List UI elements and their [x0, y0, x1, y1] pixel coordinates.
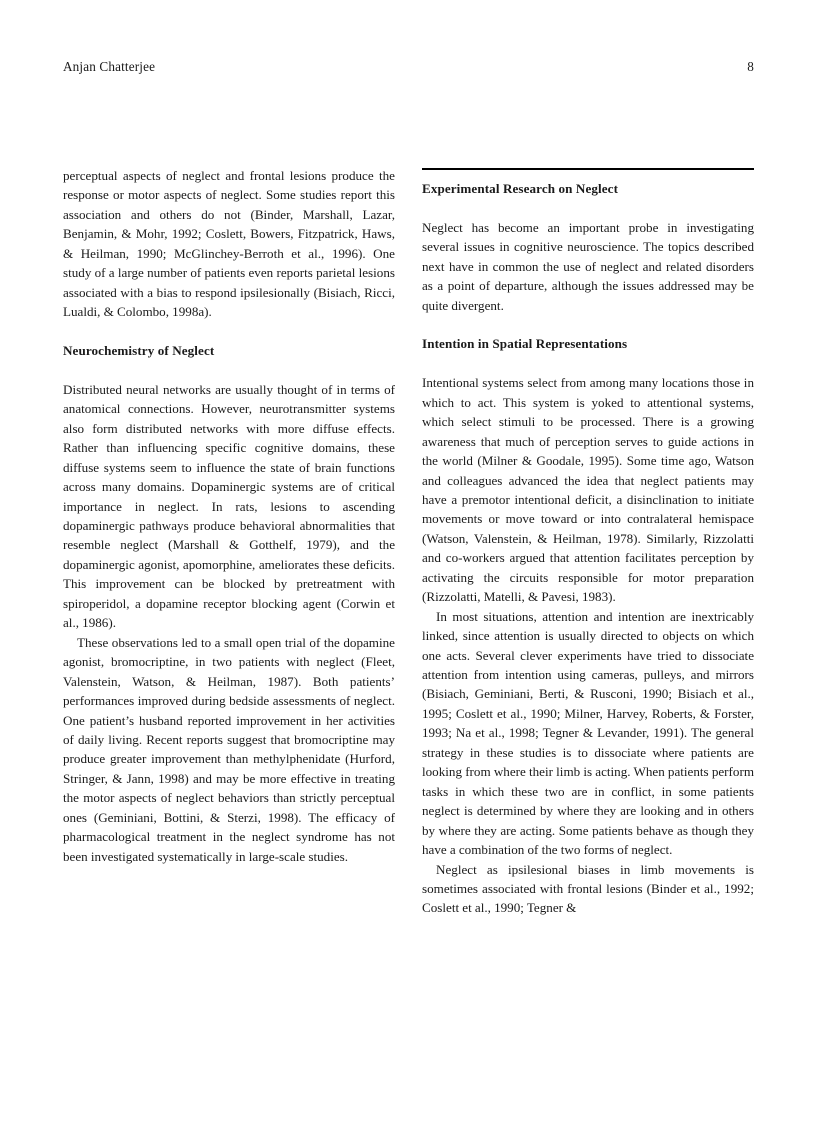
heading-neurochemistry-of-neglect: Neurochemistry of Neglect — [63, 343, 215, 359]
paragraph-these-observations: These observations led to a small open trial of the dopamine agonist, bromocriptine, in two patients with neglect (Fleet, Valenstein, Watson, & Heilman, 1987). Both patients’ performances improved during bedside assessments of neglect. One patient’s husband reported improvement in her activities of daily living. Recent reports suggest that bromocriptine may produce greater improvement than methylphenidate (Hurford, Stringer, & Jann, 1998) and may be more effective in treating the motor aspects of neglect behaviors than strictly perceptual ones (Geminiani, Bottini, & Sterzi, 1998). The efficacy of pharmacological treatment in the neglect syndrome has not been investigated systematically in large-scale studies. — [63, 634, 395, 864]
spacer — [63, 360, 395, 379]
heading-intention-in-spatial-representations: Intention in Spatial Representations — [422, 336, 628, 352]
spacer — [422, 198, 754, 217]
right-column — [422, 166, 754, 1066]
paragraph-intentional-systems: Intentional systems select from among many locations those in which to act. This system is yoked to attentional systems, which select stimuli to be processed. There is a growing awareness that much of perception serves to guide actions in the world (Milner & Goodale, 1995). Some time ago, Watson and colleagues advanced the idea that neglect patients may have a premotor intentional deficit, a disinclination to initiate movements or move toward or into contralateral hemispace (Watson, Valenstein, & Heilman, 1978). Similarly, Rizzolatti and co-workers argued that attention facilitates perception by activating the circuits responsible for motor preparation (Rizzolatti, Matelli, & Pavesi, 1983). — [422, 375, 754, 605]
paragraph-in-most-situations: In most situations, attention and intention are inextricably linked, since attention is usually directed to objects on which one acts. Several clever experiments have tried to dissociate attention from intention using cameras, pulleys, and mirrors (Bisiach, Geminiani, Berti, & Rusconi, 1990; Bisiach et al., 1995; Coslett et al., 1990; Milner, Harvey, Roberts, & Forster, 1993; Na et al., 1998; Tegner & Levander, 1991). The general strategy in these studies is to dissociate where patients are looking from where their limb is acting. When patients perform tasks in which these two are in conflict, in some patients neglect is determined by where they are looking and in others by where they are acting. Some patients behave as though they have a combination of the two forms of neglect. — [422, 608, 754, 858]
paragraph-neglect-ipsilesional-biases: Neglect as ipsilesional biases in limb movements is sometimes associated with frontal lesions (Binder et al., 1992; Coslett et al., 1990; Tegner & — [422, 861, 754, 916]
paragraph-distributed-neural-networks: Distributed neural networks are usually thought of in terms of anatomical connections. However, neurotransmitter systems also form distributed networks with more diffuse effects. Rather than influencing specific cognitive domains, these diffuse systems seem to influence the state of brain functions across many domains. Dopaminergic systems are of critical importance in neglect. In rats, lesions to ascending dopaminergic pathways produce behavioral abnormalities that resemble neglect (Marshall & Gotthelf, 1979), and the dopaminergic agonist, apomorphine, ameliorates these deficits. This improvement can be blocked by pretreatment with spiroperidol, a dopamine receptor blocking agent (Corwin et al., 1986). — [63, 381, 395, 631]
left-column — [63, 166, 395, 1066]
running-head — [63, 58, 754, 75]
paragraph-perceptual-aspects: perceptual aspects of neglect and frontal lesions produce the response or motor aspects of neglect. Some studies report this association and others do not (Binder, Marshall, Lazar, Benjamin, & Mohr, 1992; Coslett, Bowers, Fitzpatrick, Haws, & Heilman, 1990; McGlinchey-Berroth et al., 1996). One study of a large number of patients even reports parietal lesions associated with a bias to respond ipsilesionally (Bisiach, Ricci, Lualdi, & Colombo, 1998a). — [63, 168, 395, 320]
spacer — [63, 322, 395, 341]
paragraph-neglect-important-probe: Neglect has become an important probe in investigating several issues in cognitive neuroscience. The topics described next have in common the use of neglect and related disorders as a point of departure, although the issues addressed may be quite divergent. — [422, 219, 754, 313]
two-column-body — [63, 166, 754, 1066]
spacer — [422, 315, 754, 334]
heading-experimental-research-on-neglect: Experimental Research on Neglect — [422, 180, 619, 196]
running-head-author: Anjan Chatterjee — [63, 59, 156, 74]
spacer — [422, 354, 754, 373]
section-divider-rule — [422, 168, 754, 170]
page-number: 8 — [747, 59, 754, 74]
